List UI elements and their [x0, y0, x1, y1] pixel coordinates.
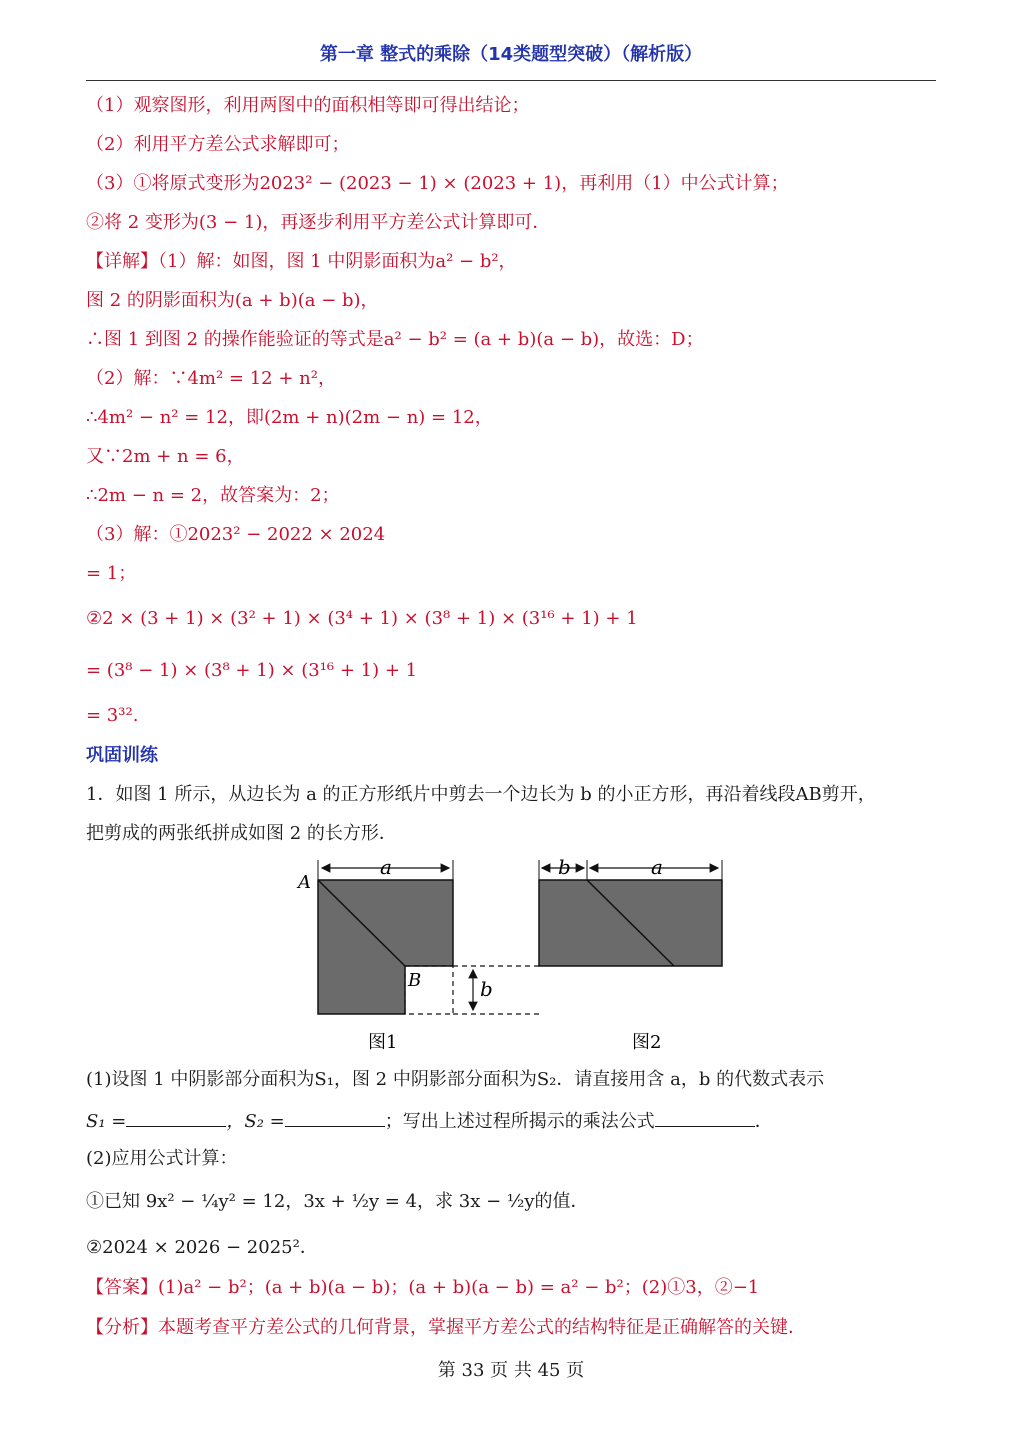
section-title: 巩固训练: [86, 745, 158, 766]
s1-label: S₁ =: [86, 1111, 127, 1132]
solution-line: ②2 × (3 + 1) × (3² + 1) × (3⁴ + 1) × (3⁸ + 1) × (3¹⁶ + 1) + 1: [86, 608, 638, 629]
solution-line: ∴4m² − n² = 12，即(2m + n)(2m − n) = 12，: [86, 407, 493, 428]
question-1-text: (1)设图 1 中阴影部分面积为S₁，图 2 中阴影部分面积为S₂．请直接用含 a，b 的代数式表示: [86, 1069, 825, 1090]
fig2-label-a: a: [651, 855, 663, 879]
solution-line: （3）①将原式变形为2023² − (2023 − 1) × (2023 + 1)，再利用（1）中公式计算；: [86, 173, 789, 194]
formula-answer-blank[interactable]: [655, 1108, 755, 1127]
solution-line: （1）观察图形，利用两图中的面积相等即可得出结论；: [86, 95, 530, 116]
figures: [280, 852, 760, 1062]
solution-line: = 1；: [86, 563, 137, 584]
solution-line: 又∵2m + n = 6，: [86, 446, 245, 467]
label-A: A: [298, 872, 311, 893]
analysis-line: 【分析】本题考查平方差公式的几何背景，掌握平方差公式的结构特征是正确解答的关键．: [86, 1317, 806, 1338]
question-2a: ①已知 9x² − ¼y² = 12，3x + ½y = 4，求 3x − ½y的值．: [86, 1191, 589, 1212]
fig1-label-b: b: [480, 977, 493, 1001]
header-rule: [86, 80, 936, 81]
solution-line: ②将 2 变形为(3 − 1)，再逐步利用平方差公式计算即可．: [86, 212, 551, 233]
solution-line: （2）利用平方差公式求解即可；: [86, 134, 350, 155]
fig2-caption: 图2: [632, 1032, 662, 1053]
answer-line: 【答案】(1)a² − b²；(a + b)(a − b)；(a + b)(a − b) = a² − b²；(2)①3，②−1: [86, 1277, 760, 1298]
problem-stem: 1．如图 1 所示，从边长为 a 的正方形纸片中剪去一个边长为 b 的小正方形，再沿着线段AB剪开，: [86, 784, 876, 805]
figure-1: [296, 855, 542, 1053]
problem-stem: 把剪成的两张纸拼成如图 2 的长方形．: [86, 823, 397, 844]
question-2-title: (2)应用公式计算：: [86, 1148, 238, 1169]
fig1-label-a: a: [380, 855, 392, 879]
solution-line: （2）解：∵4m² = 12 + n²，: [86, 368, 336, 389]
solution-line: = (3⁸ − 1) × (3⁸ + 1) × (3¹⁶ + 1) + 1: [86, 660, 418, 681]
figure-2: [539, 855, 722, 1053]
page-number: 第 33 页 共 45 页: [437, 1360, 585, 1381]
fig1-caption: 图1: [368, 1032, 398, 1053]
solution-line: 【详解】（1）解：如图，图 1 中阴影面积为a² − b²，: [86, 251, 517, 272]
s2-label: ，S₂ =: [226, 1111, 285, 1132]
s2-answer-blank[interactable]: [285, 1108, 385, 1127]
solution-line: 图 2 的阴影面积为(a + b)(a − b)，: [86, 290, 379, 311]
solution-line: （3）解：①2023² − 2022 × 2024: [86, 524, 386, 545]
period: ．: [754, 1111, 773, 1132]
solution-line: ∴图 1 到图 2 的操作能验证的等式是a² − b² = (a + b)(a − b)，故选：D；: [86, 329, 704, 350]
fig2-label-b: b: [558, 855, 571, 879]
question-1-blanks: [86, 1108, 773, 1134]
solution-line: ∴2m − n = 2，故答案为：2；: [86, 485, 340, 506]
question-2b: ②2024 × 2026 − 2025²．: [86, 1237, 318, 1258]
s1-answer-blank[interactable]: [126, 1108, 226, 1127]
label-B: B: [408, 970, 422, 991]
solution-line: = 3³².: [86, 705, 139, 726]
formula-prompt: ；写出上述过程所揭示的乘法公式: [384, 1111, 655, 1132]
page-header-title: 第一章 整式的乘除（14类题型突破）（解析版）: [319, 44, 703, 65]
